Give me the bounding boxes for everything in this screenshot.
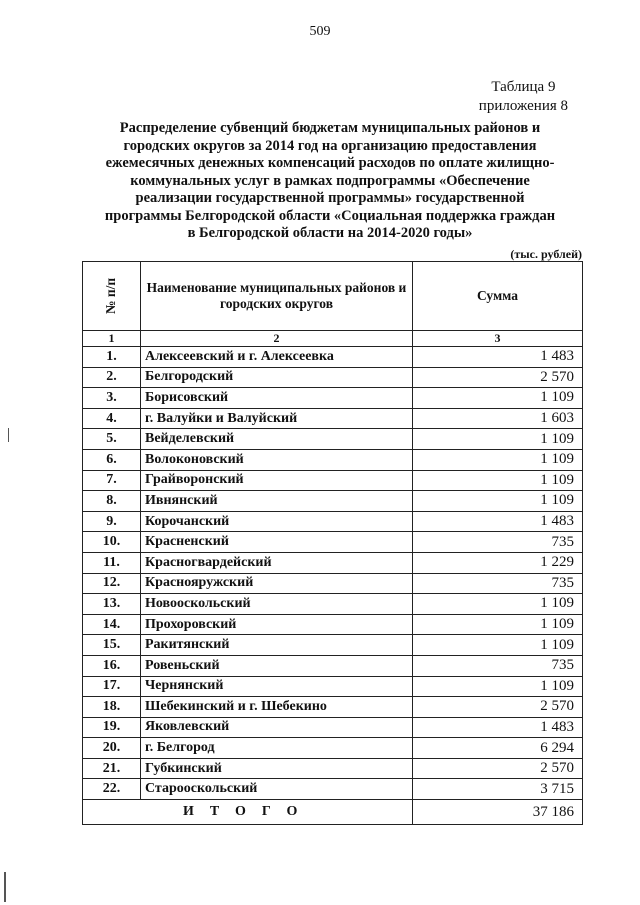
row-number: 10. — [83, 532, 141, 553]
table-row — [83, 697, 583, 718]
row-number: 7. — [83, 470, 141, 491]
row-number: 14. — [83, 614, 141, 635]
unit-label: (тыс. рублей) — [510, 247, 582, 261]
table-row — [83, 676, 583, 697]
table-row — [83, 738, 583, 759]
total-row — [83, 800, 583, 825]
row-number: 18. — [83, 697, 141, 718]
row-number: 6. — [83, 449, 141, 470]
header-name: Наименование муниципальных районов и городских округов — [141, 262, 413, 331]
district-name: Ивнянский — [141, 491, 413, 512]
header-num: № п/п — [103, 277, 119, 315]
district-name: Ровеньский — [141, 655, 413, 676]
district-name: Грайворонский — [141, 470, 413, 491]
row-number: 19. — [83, 717, 141, 738]
row-sum: 1 229 — [413, 552, 583, 573]
table-row — [83, 614, 583, 635]
row-number: 12. — [83, 573, 141, 594]
table-row — [83, 532, 583, 553]
row-number: 16. — [83, 655, 141, 676]
district-name: Белгородский — [141, 367, 413, 388]
row-sum: 1 109 — [413, 429, 583, 450]
row-sum: 1 109 — [413, 614, 583, 635]
table-row — [83, 491, 583, 512]
row-sum: 1 109 — [413, 635, 583, 656]
table-row — [83, 367, 583, 388]
column-index-row — [83, 331, 583, 347]
row-number: 8. — [83, 491, 141, 512]
row-number: 20. — [83, 738, 141, 759]
row-sum: 2 570 — [413, 367, 583, 388]
table-row — [83, 511, 583, 532]
district-name: Красногвардейский — [141, 552, 413, 573]
row-number: 9. — [83, 511, 141, 532]
table-row — [83, 408, 583, 429]
row-sum: 1 109 — [413, 491, 583, 512]
table-row — [83, 594, 583, 615]
district-name: Вейделевский — [141, 429, 413, 450]
row-sum: 3 715 — [413, 779, 583, 800]
district-name: Красненский — [141, 532, 413, 553]
row-number: 3. — [83, 388, 141, 409]
subsidy-table — [82, 261, 583, 825]
district-name: Шебекинский и г. Шебекино — [141, 697, 413, 718]
total-sum: 37 186 — [413, 800, 583, 825]
row-number: 17. — [83, 676, 141, 697]
row-sum: 735 — [413, 573, 583, 594]
table-reference — [479, 78, 568, 116]
row-number: 15. — [83, 635, 141, 656]
header-num-cell — [83, 262, 141, 331]
table-row — [83, 347, 583, 368]
row-number: 1. — [83, 347, 141, 368]
row-number: 21. — [83, 758, 141, 779]
row-sum: 2 570 — [413, 697, 583, 718]
table-row — [83, 552, 583, 573]
table-row — [83, 388, 583, 409]
column-index: 3 — [413, 331, 583, 347]
table-row — [83, 717, 583, 738]
row-sum: 1 109 — [413, 676, 583, 697]
row-number: 4. — [83, 408, 141, 429]
table-row — [83, 758, 583, 779]
district-name: Корочанский — [141, 511, 413, 532]
row-sum: 1 483 — [413, 511, 583, 532]
district-name: Чернянский — [141, 676, 413, 697]
district-name: Яковлевский — [141, 717, 413, 738]
row-sum: 735 — [413, 532, 583, 553]
table-row — [83, 779, 583, 800]
row-sum: 2 570 — [413, 758, 583, 779]
district-name: Алексеевский и г. Алексеевка — [141, 347, 413, 368]
row-number: 5. — [83, 429, 141, 450]
row-sum: 1 109 — [413, 594, 583, 615]
document-title: Распределение субвенций бюджетам муниципальных районов и городских округов за 2014 год на организацию предоставления ежемесячных денежных компенсаций расходов по оплате жилищно-коммунальных услуг в рамках подпрограммы «Обеспечение реализации государственной программы» государственной программы Белгородской области «Социальная поддержка граждан в Белгородской области на 2014-2020 годы» — [104, 120, 556, 241]
district-name: Волоконовский — [141, 449, 413, 470]
scan-mark — [4, 872, 6, 902]
row-sum: 1 483 — [413, 347, 583, 368]
district-name: Губкинский — [141, 758, 413, 779]
table-row — [83, 449, 583, 470]
row-number: 11. — [83, 552, 141, 573]
table-row — [83, 573, 583, 594]
row-sum: 1 603 — [413, 408, 583, 429]
table-row — [83, 635, 583, 656]
district-name: Ракитянский — [141, 635, 413, 656]
table-body — [83, 347, 583, 800]
row-number: 2. — [83, 367, 141, 388]
row-sum: 735 — [413, 655, 583, 676]
district-name: Старооскольский — [141, 779, 413, 800]
header-sum: Сумма — [413, 262, 583, 331]
district-name: Борисовский — [141, 388, 413, 409]
row-sum: 1 109 — [413, 449, 583, 470]
column-index: 1 — [83, 331, 141, 347]
district-name: г. Валуйки и Валуйский — [141, 408, 413, 429]
table-row — [83, 470, 583, 491]
table-row — [83, 655, 583, 676]
district-name: г. Белгород — [141, 738, 413, 759]
row-number: 13. — [83, 594, 141, 615]
district-name: Краснояружский — [141, 573, 413, 594]
row-sum: 1 483 — [413, 717, 583, 738]
table-ref-line2: приложения 8 — [478, 98, 568, 114]
scan-mark — [8, 428, 9, 442]
total-label: ИТОГО — [83, 800, 413, 825]
district-name: Прохоровский — [141, 614, 413, 635]
column-index: 2 — [141, 331, 413, 347]
header-row — [83, 262, 583, 331]
row-sum: 1 109 — [413, 388, 583, 409]
row-number: 22. — [83, 779, 141, 800]
row-sum: 6 294 — [413, 738, 583, 759]
table-row — [83, 429, 583, 450]
row-sum: 1 109 — [413, 470, 583, 491]
district-name: Новооскольский — [141, 594, 413, 615]
page-number: 509 — [309, 24, 331, 39]
table-ref-line1: Таблица 9 — [491, 79, 556, 95]
